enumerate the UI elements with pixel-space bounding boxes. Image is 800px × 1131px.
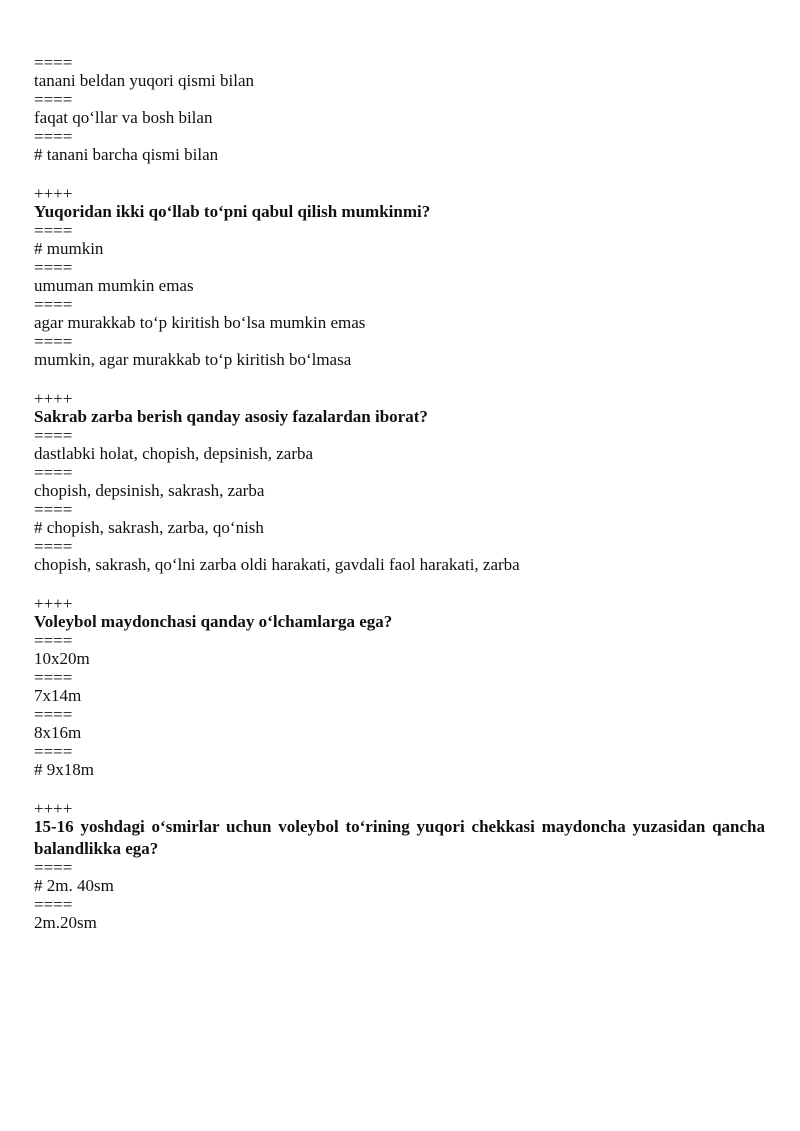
question-separator: ++++: [34, 184, 73, 203]
answer-option: 7x14m: [34, 686, 82, 705]
answer-option: 2m.20sm: [34, 913, 97, 932]
answer-option-correct: # tanani barcha qismi bilan: [34, 145, 219, 164]
answer-separator: ====: [34, 426, 73, 445]
question-text: Sakrab zarba berish qanday asosiy fazalardan iborat?: [34, 407, 428, 426]
answer-separator: ====: [34, 895, 73, 914]
answer-option: 8x16m: [34, 723, 82, 742]
answer-option-correct: # chopish, sakrash, zarba, qo‘nish: [34, 518, 264, 537]
answer-separator: ====: [34, 221, 73, 240]
answer-separator: ====: [34, 258, 73, 277]
answer-option-correct: # mumkin: [34, 239, 104, 258]
question-text: Voleybol maydonchasi qanday o‘lchamlarga ega?: [34, 612, 393, 631]
answer-option: faqat qo‘llar va bosh bilan: [34, 108, 213, 127]
answer-separator: ====: [34, 90, 73, 109]
answer-option: umuman mumkin emas: [34, 276, 194, 295]
answer-option: chopish, sakrash, qo‘lni zarba oldi harakati, gavdali faol harakati, zarba: [34, 555, 520, 574]
answer-separator: ====: [34, 858, 73, 877]
answer-separator: ====: [34, 295, 73, 314]
question-separator: ++++: [34, 389, 73, 408]
answer-option: tanani beldan yuqori qismi bilan: [34, 71, 255, 90]
answer-separator: ====: [34, 631, 73, 650]
answer-option: agar murakkab to‘p kiritish bo‘lsa mumkin emas: [34, 313, 366, 332]
answer-separator: ====: [34, 127, 73, 146]
answer-separator: ====: [34, 742, 73, 761]
question-separator: ++++: [34, 799, 73, 818]
answer-separator: ====: [34, 705, 73, 724]
question-text: 15-16 yoshdagi o‘smirlar uchun voleybol to‘rining yuqori chekkasi maydoncha yuzasidan qancha balandlikka ega?: [34, 817, 765, 858]
question-separator: ++++: [34, 594, 73, 613]
answer-option: chopish, depsinish, sakrash, zarba: [34, 481, 265, 500]
answer-option-correct: # 9x18m: [34, 760, 94, 779]
answer-option: 10x20m: [34, 649, 90, 668]
answer-separator: ====: [34, 332, 73, 351]
answer-separator: ====: [34, 53, 73, 72]
answer-separator: ====: [34, 537, 73, 556]
question-text: Yuqoridan ikki qo‘llab to‘pni qabul qilish mumkinmi?: [34, 202, 431, 221]
answer-option: mumkin, agar murakkab to‘p kiritish bo‘lmasa: [34, 350, 352, 369]
answer-separator: ====: [34, 500, 73, 519]
answer-separator: ====: [34, 463, 73, 482]
answer-option: dastlabki holat, chopish, depsinish, zarba: [34, 444, 314, 463]
answer-option-correct: # 2m. 40sm: [34, 876, 114, 895]
answer-separator: ====: [34, 668, 73, 687]
